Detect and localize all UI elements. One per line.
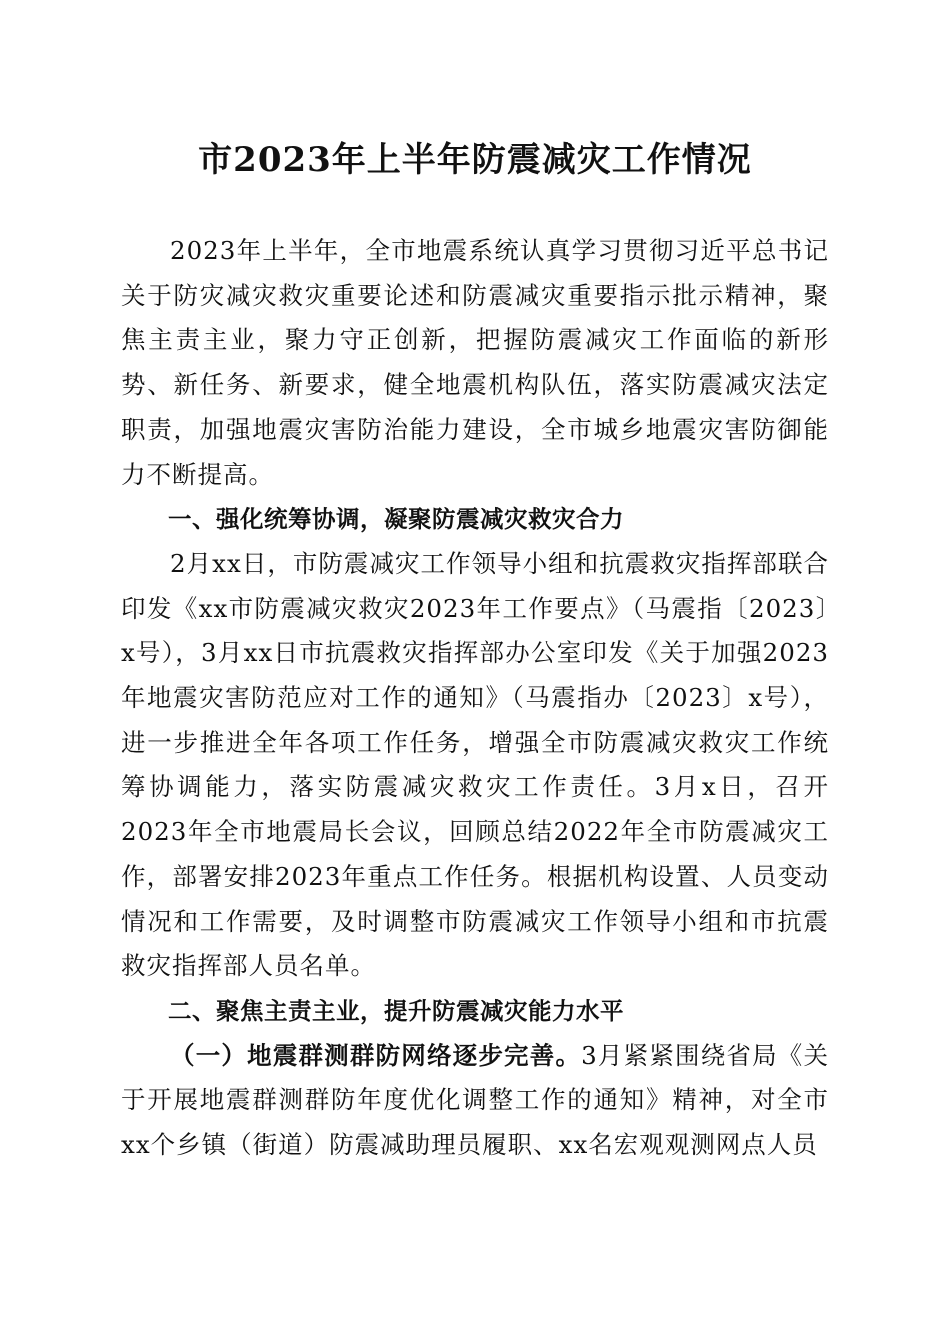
- document-title: 市2023年上半年防震减灾工作情况: [198, 140, 752, 180]
- section-2-heading: 二、聚焦主责主业，提升防震减灾能力水平: [168, 996, 624, 1025]
- section-1-heading: 一、强化统筹协调，凝聚防震减灾救灾合力: [168, 505, 624, 534]
- document-body: [121, 229, 829, 1168]
- subsection-1-text: 3月紧紧围绕省局《关于开展地震群测群防年度优化调整工作的通知》精神，对全市xx个乡镇（街道）防震减助理员履职、xx名宏观观测网点人员: [121, 1040, 829, 1160]
- section-1-paragraph: 2月xx日，市防震减灾工作领导小组和抗震救灾指挥部联合印发《xx市防震减灾救灾2023年工作要点》（马震指〔2023〕x号），3月xx日市抗震救灾指挥部办公室印发《关于加强2023年地震灾害防范应对工作的通知》（马震指办〔2023〕x号），进一步推进全年各项工作任务，增强全市防震减灾救灾工作统筹协调能力，落实防震减灾救灾工作责任。3月x日，召开2023年全市地震局长会议，回顾总结2022年全市防震减灾工作，部署安排2023年重点工作任务。根据机构设置、人员变动情况和工作需要，及时调整市防震减灾工作领导小组和市抗震救灾指挥部人员名单。: [121, 548, 829, 981]
- intro-paragraph: 2023年上半年，全市地震系统认真学习贯彻习近平总书记关于防灾减灾救灾重要论述和防震减灾重要指示批示精神，聚焦主责主业，聚力守正创新，把握防震减灾工作面临的新形势、新任务、新要求，健全地震机构队伍，落实防震减灾法定职责，加强地震灾害防治能力建设，全市城乡地震灾害防御能力不断提高。: [121, 236, 829, 489]
- subsection-1-heading: （一）地震群测群防网络逐步完善。: [170, 1040, 582, 1070]
- section-2-subsection-1: [121, 1034, 829, 1168]
